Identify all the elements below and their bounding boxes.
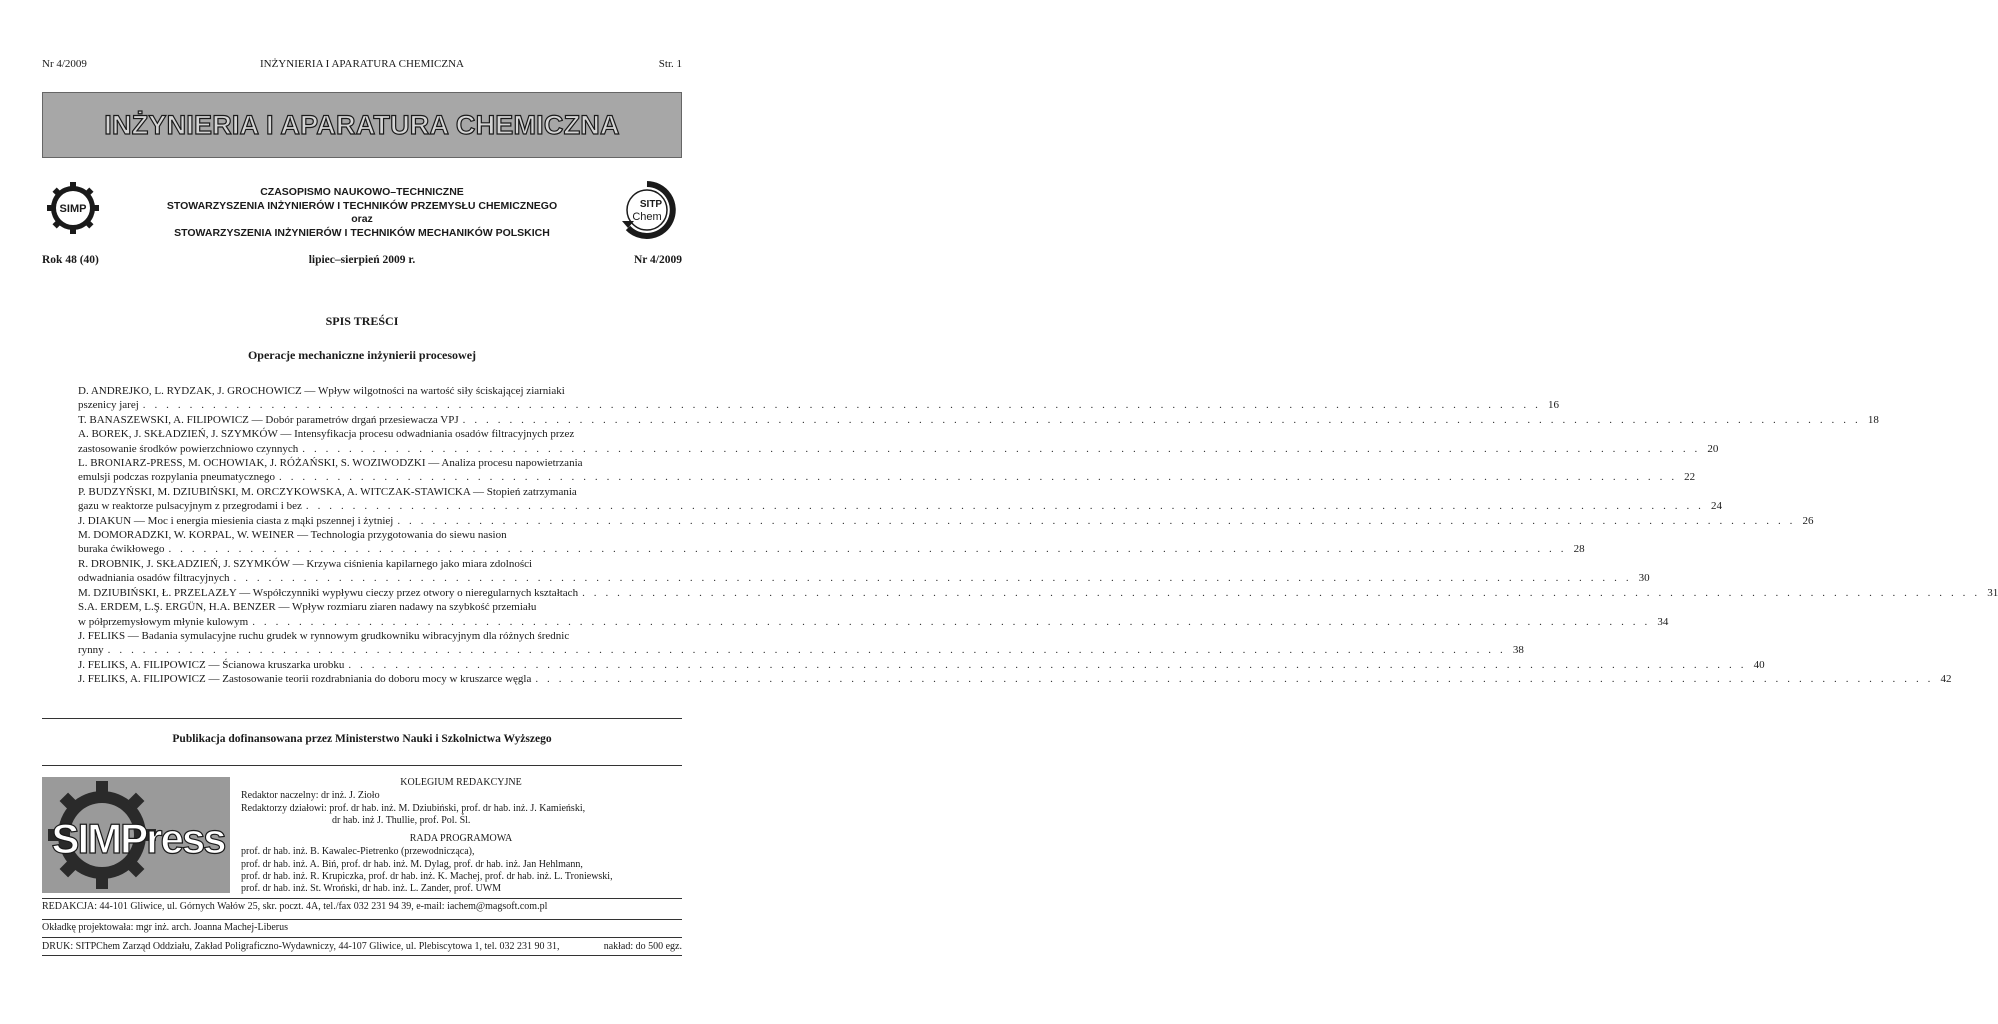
toc-page-number: 40 <box>1753 658 1765 671</box>
program-council-line: prof. dr hab. inż. A. Biń, prof. dr hab. inż. M. Dylag, prof. dr hab. inż. Jan Hehlmann, <box>241 858 583 870</box>
simp-logo-text: SIMP <box>59 203 87 215</box>
toc-entry-title-cont: pszenicy jarej <box>78 399 139 412</box>
journal-banner <box>42 92 682 158</box>
toc-section-heading: Operacje mechaniczne inżynierii procesowej <box>247 348 477 362</box>
toc-leader-dots: . . . . . . . . . . . . . . . . . . . . . . . . . . . . . . . . . . . . . . . . . . . . . . . . . . . . . . . . . . . . . . . . . . . . . . . . . . . . . . . . . . . . . . . . . . . . . . . . . . . . . . . . . . . . . . . . . . . . . . . . <box>305 500 1705 513</box>
program-council-heading: RADA PROGRAMOWA <box>409 833 513 845</box>
toc-page-number: 22 <box>1684 471 1696 484</box>
toc-entry-authors-title: S.A. ERDEM, L.Ş. ERGÜN, H.A. BENZER — Wpływ rozmiaru ziaren nadawy na szybkość przemiału <box>78 601 537 614</box>
toc-entry <box>78 557 1650 586</box>
simpress-logo-icon <box>42 777 230 893</box>
toc-leader-dots: . . . . . . . . . . . . . . . . . . . . . . . . . . . . . . . . . . . . . . . . . . . . . . . . . . . . . . . . . . . . . . . . . . . . . . . . . . . . . . . . . . . . . . . . . . . . . . . . . . . . . . . . . . . . . . . . . . . . . . . . <box>535 673 1934 686</box>
print-info <box>42 941 682 952</box>
simp-gear-logo-icon <box>46 181 100 235</box>
banner-title: INŻYNIERIA I APARATURA CHEMICZNA <box>104 109 620 140</box>
toc-leader-dots: . . . . . . . . . . . . . . . . . . . . . . . . . . . . . . . . . . . . . . . . . . . . . . . . . . . . . . . . . . . . . . . . . . . . . . . . . . . . . . . . . . . . . . . . . . . . . . . . . . . . . . . . . . . . . . . . . . . . . . . . <box>348 658 1747 671</box>
toc-page-number: 38 <box>1512 644 1524 657</box>
toc-entry-title-cont: w półprzemysłowym młynie kulowym <box>78 615 249 628</box>
assoc-line-1: CZASOPISMO NAUKOWO–TECHNICZNE <box>260 186 464 198</box>
toc-leader-dots: . . . . . . . . . . . . . . . . . . . . . . . . . . . . . . . . . . . . . . . . . . . . . . . . . . . . . . . . . . . . . . . . . . . . . . . . . . . . . . . . . . . . . . . . . . . . . . . . . . . . . . . . . . . . . . . . . . . . . . . . <box>302 442 1701 455</box>
toc-entry-authors-title: J. FELIKS, A. FILIPOWICZ — Zastosowanie teorii rozdrabniania do doboru mocy w kruszarce węgla <box>78 673 532 686</box>
toc-entry-title-cont: buraka ćwikłowego <box>78 543 165 556</box>
assoc-line-2: STOWARZYSZENIA INŻYNIERÓW I TECHNIKÓW PRZEMYSŁU CHEMICZNEGO <box>166 199 558 212</box>
toc-entry <box>78 658 1765 672</box>
toc-entry <box>78 672 1952 686</box>
issue-info <box>42 254 682 270</box>
section-editors-2: dr hab. inż J. Thullie, prof. Pol. Śl. <box>332 814 471 826</box>
toc-entry-authors-title: J. FELIKS — Badania symulacyjne ruchu grudek w rynnowym grudkowniku wibracyjnym dla różnych średnic <box>78 629 570 642</box>
toc-entry <box>78 629 1524 658</box>
toc-entry <box>78 600 1669 629</box>
toc-leader-dots: . . . . . . . . . . . . . . . . . . . . . . . . . . . . . . . . . . . . . . . . . . . . . . . . . . . . . . . . . . . . . . . . . . . . . . . . . . . . . . . . . . . . . . . . . . . . . . . . . . . . . . . . . . . . . . . . . . . . . . . . <box>462 413 1861 426</box>
program-council-line: prof. dr hab. inż. St. Wroński, dr hab. inż. L. Zander, prof. UWM <box>241 883 502 895</box>
toc-entry-authors-title: M. DZIUBIŃSKI, Ł. PRZELAZŁY — Współczynniki wypływu cieczy przez otwory o nieregularnych kształtach <box>78 586 579 599</box>
toc-entry-authors-title: R. DROBNIK, J. SKŁADZIEŃ, J. SZYMKÓW — Krzywa ciśnienia kapilarnego jako miara zdolności <box>78 557 533 570</box>
toc-page-number: 28 <box>1573 543 1585 556</box>
running-header <box>42 58 682 74</box>
toc-entry-title-cont: rynny <box>78 644 104 657</box>
assoc-line-4: STOWARZYSZENIA INŻYNIERÓW I TECHNIKÓW MECHANIKÓW POLSKICH <box>174 226 550 239</box>
toc-entry-authors-title: P. BUDZYŃSKI, M. DZIUBIŃSKI, M. ORCZYKOWSKA, A. WITCZAK-STAWICKA — Stopień zatrzymania <box>78 485 577 498</box>
toc-page-number: 31 <box>1987 586 1998 599</box>
toc-leader-dots: . . . . . . . . . . . . . . . . . . . . . . . . . . . . . . . . . . . . . . . . . . . . . . . . . . . . . . . . . . . . . . . . . . . . . . . . . . . . . . . . . . . . . . . . . . . . . . . . . . . . . . . . . . . . . . . . . . . . . . . . <box>252 615 1651 628</box>
divider <box>42 955 682 956</box>
sitp-chem-logo-icon <box>618 181 676 239</box>
toc-entry-authors-title: A. BOREK, J. SKŁADZIEŃ, J. SZYMKÓW — Intensyfikacja procesu odwadniania osadów filtracyjnych przez <box>78 428 575 441</box>
issue-volume: Rok 48 (40) <box>42 254 99 266</box>
toc-entry-title-cont: gazu w reaktorze pulsacyjnym z przegrodami i bez <box>78 500 302 513</box>
toc-leader-dots: . . . . . . . . . . . . . . . . . . . . . . . . . . . . . . . . . . . . . . . . . . . . . . . . . . . . . . . . . . . . . . . . . . . . . . . . . . . . . . . . . . . . . . . . . . . . . . . . . . . . . . . . . . . . . . . . . . . . . . . . <box>582 586 1981 599</box>
association-block <box>130 186 594 240</box>
toc-entry-title-cont: odwadniania osadów filtracyjnych <box>78 572 230 585</box>
toc-leader-dots: . . . . . . . . . . . . . . . . . . . . . . . . . . . . . . . . . . . . . . . . . . . . . . . . . . . . . . . . . . . . . . . . . . . . . . . . . . . . . . . . . . . . . . . . . . . . . . . . . . . . . . . . . . . . . . . . . . . . . . . . <box>397 514 1796 527</box>
assoc-line-3: oraz <box>351 213 373 225</box>
header-issue: Nr 4/2009 <box>42 58 87 70</box>
toc-entry <box>78 485 1723 514</box>
sitp-logo-text: SITP <box>639 199 663 210</box>
toc-entry-title-cont: zastosowanie środków powierzchniowo czynnych <box>78 442 299 455</box>
program-council-line: prof. dr hab. inż. B. Kawalec-Pietrenko (przewodnicząca), <box>241 846 475 858</box>
toc-entry <box>78 384 1559 413</box>
simpress-logo-text: SIMPress <box>51 815 225 862</box>
toc-entry-authors-title: J. DIAKUN — Moc i energia miesienia ciasta z mąki pszennej i żytniej <box>78 514 394 527</box>
print-run: nakład: do 500 egz. <box>603 941 682 952</box>
funding-note: Publikacja dofinansowana przez Ministerstwo Nauki i Szkolnictwa Wyższego <box>172 733 552 745</box>
header-page: Str. 1 <box>658 58 682 70</box>
divider <box>42 937 682 938</box>
toc-page-number: 34 <box>1657 615 1669 628</box>
header-journal: INŻYNIERIA I APARATURA CHEMICZNA <box>259 58 465 70</box>
toc-leader-dots: . . . . . . . . . . . . . . . . . . . . . . . . . . . . . . . . . . . . . . . . . . . . . . . . . . . . . . . . . . . . . . . . . . . . . . . . . . . . . . . . . . . . . . . . . . . . . . . . . . . . . . . . . . . . . . . . . . . . . . . . <box>279 471 1678 484</box>
chem-logo-text: Chem <box>632 211 662 223</box>
board-heading: KOLEGIUM REDAKCYJNE <box>400 777 522 788</box>
toc-entry-authors-title: L. BRONIARZ-PRESS, M. OCHOWIAK, J. RÓŻAŃSKI, S. WOZIWODZKI — Analiza procesu napowietrzania <box>78 457 583 470</box>
toc-page-number: 26 <box>1802 514 1814 527</box>
toc-page-number: 42 <box>1940 673 1952 686</box>
toc-entry-authors-title: T. BANASZEWSKI, A. FILIPOWICZ — Dobór parametrów drgań przesiewacza VPJ <box>78 413 459 426</box>
program-council-line: prof. dr hab. inż. R. Krupiczka, prof. dr hab. inż. K. Machej, prof. dr hab. inż. L. Troniewski, <box>241 871 613 883</box>
toc-entry <box>78 413 1879 427</box>
toc-page-number: 24 <box>1711 500 1723 513</box>
issue-number: Nr 4/2009 <box>633 254 682 266</box>
toc-page-number: 20 <box>1707 442 1719 455</box>
table-of-contents <box>78 384 1998 687</box>
toc-entry-authors-title: J. FELIKS, A. FILIPOWICZ — Ścianowa kruszarka urobku <box>78 658 345 671</box>
toc-entry <box>78 427 1719 456</box>
editorial-board <box>241 777 681 896</box>
toc-entry <box>78 528 1585 557</box>
issue-date: lipiec–sierpień 2009 r. <box>308 254 416 266</box>
toc-leader-dots: . . . . . . . . . . . . . . . . . . . . . . . . . . . . . . . . . . . . . . . . . . . . . . . . . . . . . . . . . . . . . . . . . . . . . . . . . . . . . . . . . . . . . . . . . . . . . . . . . . . . . . . . . . . . . . . . . . . . . . . . <box>107 644 1506 657</box>
toc-entry <box>78 514 1814 528</box>
toc-entry <box>78 456 1696 485</box>
editor-in-chief: Redaktor naczelny: dr inż. J. Zioło <box>241 790 380 802</box>
editorial-address: REDAKCJA: 44-101 Gliwice, ul. Górnych Wałów 25, skr. poczt. 4A, tel./fax 032 231 94 39, e-mail: iachem@magsoft.com.pl <box>42 898 682 913</box>
divider <box>42 718 682 719</box>
toc-leader-dots: . . . . . . . . . . . . . . . . . . . . . . . . . . . . . . . . . . . . . . . . . . . . . . . . . . . . . . . . . . . . . . . . . . . . . . . . . . . . . . . . . . . . . . . . . . . . . . . . . . . . . . . . . . . . . . . . . . . . . . . . <box>168 543 1567 556</box>
cover-design: Okładkę projektowała: mgr inż. arch. Joanna Machej-Liberus <box>42 919 682 934</box>
divider <box>42 765 682 766</box>
toc-page-number: 16 <box>1547 399 1559 412</box>
toc-leader-dots: . . . . . . . . . . . . . . . . . . . . . . . . . . . . . . . . . . . . . . . . . . . . . . . . . . . . . . . . . . . . . . . . . . . . . . . . . . . . . . . . . . . . . . . . . . . . . . . . . . . . . . . . . . . . . . . . . . . . . . . . <box>142 399 1541 412</box>
toc-entry-title-cont: emulsji podczas rozpylania pneumatycznego <box>78 471 276 484</box>
toc-entry <box>78 586 1998 600</box>
toc-page-number: 30 <box>1638 572 1650 585</box>
toc-entry-authors-title: M. DOMORADZKI, W. KORPAL, W. WEINER — Technologia przygotowania do siewu nasion <box>78 529 507 542</box>
printer: DRUK: SITPChem Zarząd Oddziału, Zakład Poligraficzno-Wydawniczy, 44-107 Gliwice, ul. Plebiscytowa 1, tel. 032 231 90 31, <box>42 941 560 952</box>
toc-title: SPIS TREŚCI <box>325 314 399 328</box>
toc-page-number: 18 <box>1867 413 1879 426</box>
toc-entry-authors-title: D. ANDREJKO, L. RYDZAK, J. GROCHOWICZ — Wpływ wilgotności na wartość siły ściskającej ziarniaki <box>78 385 565 397</box>
section-editors-1: Redaktorzy działowi: prof. dr hab. inż. M. Dziubiński, prof. dr hab. inż. J. Kamieński, <box>241 802 586 814</box>
toc-leader-dots: . . . . . . . . . . . . . . . . . . . . . . . . . . . . . . . . . . . . . . . . . . . . . . . . . . . . . . . . . . . . . . . . . . . . . . . . . . . . . . . . . . . . . . . . . . . . . . . . . . . . . . . . . . . . . . . . . . . . . . . . <box>233 572 1632 585</box>
